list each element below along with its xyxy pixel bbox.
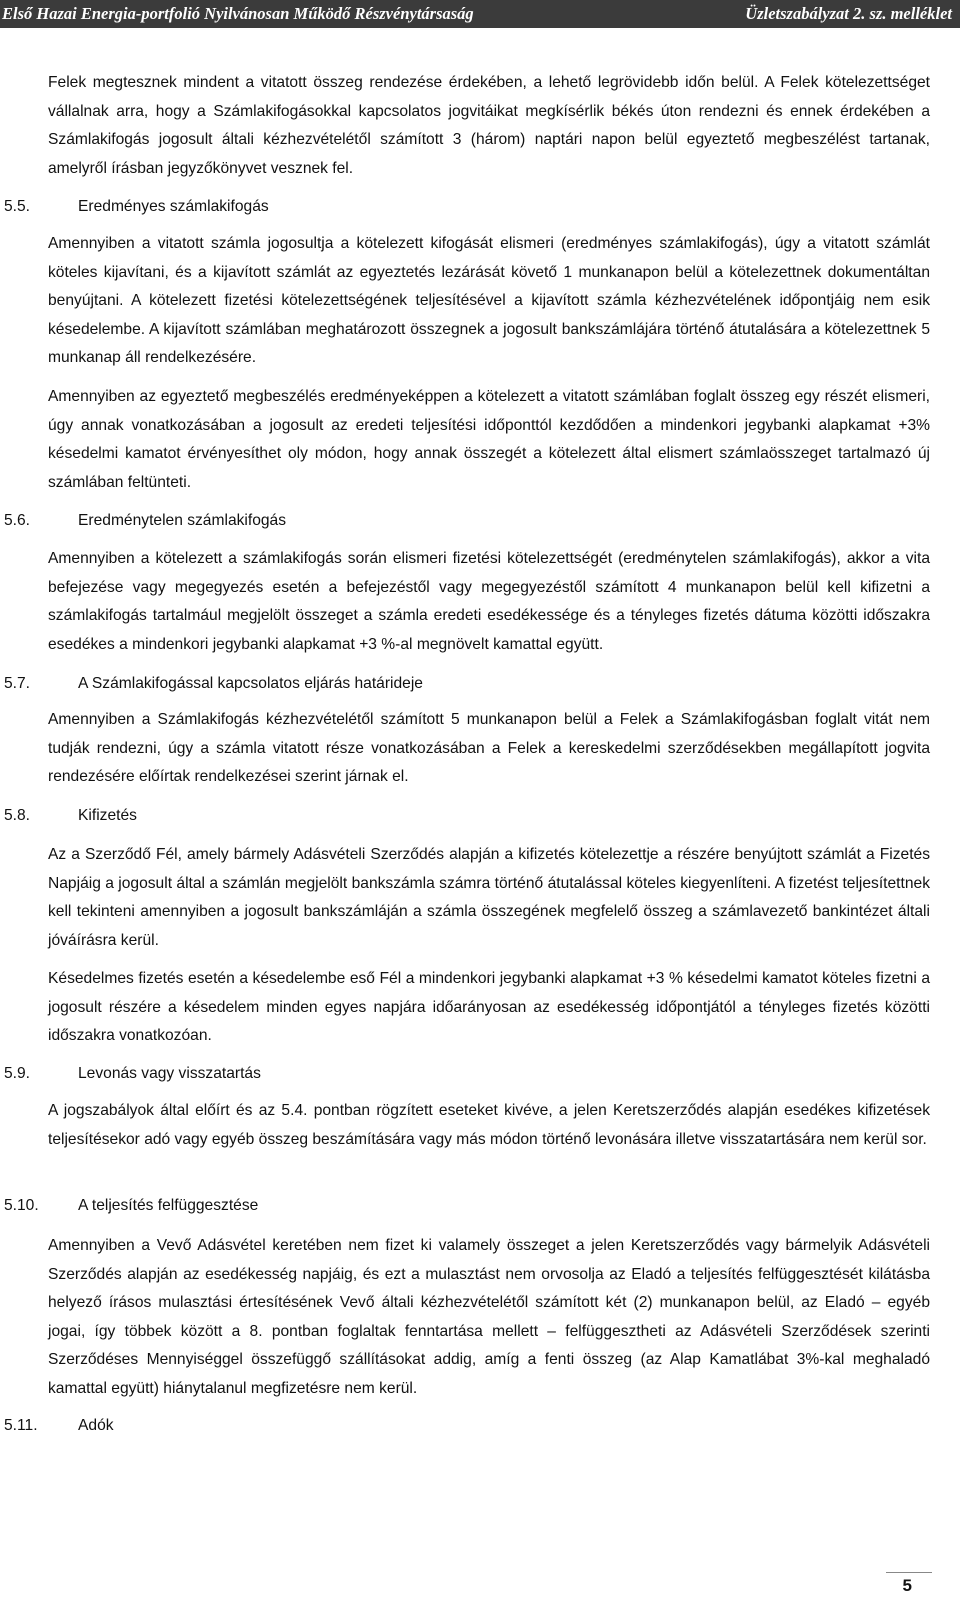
section-title: Adók bbox=[78, 1417, 114, 1434]
section-title: A Számlakifogással kapcsolatos eljárás határideje bbox=[78, 675, 423, 692]
section-title: Kifizetés bbox=[78, 807, 137, 824]
paragraph-5-10-1: Amennyiben a Vevő Adásvétel keretében nem fizet ki valamely összeget a jelen Keretszerződés vagy bármelyik Adásvételi Szerződés alapján az esedékesség napjáig, és ezt a mulasztást nem orvosolja az Eladó a teljesítés felfüggesztését kilátásba helyező írásos mulasztási értesítésének Vevő általi kézhezvételétől számított két (2) munkanapon belül, az Eladó – egyéb jogai, így többek között a 8. pontban foglaltak fenntartása mellett – felfüggesztheti az Adásvételi Szerződések szerinti Szerződéses Mennyiséggel összefüggő szállításokat addig, amíg a fenti összeg (az Alap Kamatlábat 3%-kal meghaladó kamattal együtt) hiánytalanul megfizetésre nem kerül. bbox=[48, 1237, 930, 1397]
footer-rule bbox=[886, 1572, 932, 1573]
intro-paragraph: Felek megtesznek mindent a vitatott összeg rendezése érdekében, a lehető legrövidebb időn belül. A Felek kötelezettséget vállalnak arra, hogy a Számlakifogásokkal kapcsolatos jogvitáikat megkísérlik békés úton rendezni és ennek érdekében a Számlakifogás jogosult általi kézhezvételétől számított 3 (három) naptári napon belül egyeztető megbeszélést tartanak, amelyről írásban jegyzőkönyvet vesznek fel. bbox=[48, 74, 930, 177]
section-heading-5-10 bbox=[4, 1192, 258, 1220]
paragraph-5-7-1: Amennyiben a Számlakifogás kézhezvételétől számított 5 munkanapon belül a Felek a Számlakifogásban foglalt vitát nem tudják rendezni, úgy a számla vitatott része vonatkozásában a Felek a kereskedelmi szerződésekben megállapított jogvita rendezésére előírtak rendelkezései szerint járnak el. bbox=[48, 711, 930, 785]
paragraph-5-8-1: Az a Szerződő Fél, amely bármely Adásvételi Szerződés alapján a kifizetés kötelezettje a részére benyújtott számlát a Fizetés Napjáig a jogosult által a számlán megjelölt bankszámla számra történő átutalással köteles kiegyenlíteni. A fizetést teljesítettnek kell tekinteni amennyiben a jogosult bankszámláján a számla összegének megfelelő összeg a számlavezető bankintézet általi jóváírásra kerül. bbox=[48, 846, 930, 949]
paragraph-5-9-1: A jogszabályok által előírt és az 5.4. pontban rögzített eseteket kivéve, a jelen Keretszerződés alapján esedékes kifizetések teljesítésekor adó vagy egyéb összeg beszámítására vagy más módon történő levonására illetve visszatartására nem kerül sor. bbox=[48, 1102, 930, 1148]
section-number: 5.11. bbox=[4, 1417, 38, 1434]
section-number: 5.7. bbox=[4, 675, 31, 692]
section-heading-5-5 bbox=[4, 193, 269, 221]
section-number: 5.5. bbox=[4, 198, 31, 215]
paragraph-5-5-2: Amennyiben az egyeztető megbeszélés eredményeképpen a kötelezett a vitatott számlában foglalt összeg egy részét elismeri, úgy annak vonatkozásában a jogosult az eredeti teljesítési időponttól kezdődően a mindenkori jegybanki alapkamat +3% késedelmi kamatot érvényesíthet oly módon, hogy annak összegét a kötelezett által elismert számlaösszeget tartalmazó új számlában feltünteti. bbox=[48, 388, 930, 491]
document-reference: Üzletszabályzat 2. sz. melléklet bbox=[745, 4, 952, 23]
page-number: 5 bbox=[902, 1576, 912, 1595]
section-title: A teljesítés felfüggesztése bbox=[78, 1197, 259, 1214]
section-number: 5.8. bbox=[4, 807, 31, 824]
section-number: 5.10. bbox=[4, 1197, 39, 1214]
section-heading-5-9 bbox=[4, 1060, 261, 1088]
paragraph-5-8-2: Késedelmes fizetés esetén a késedelembe eső Fél a mindenkori jegybanki alapkamat +3 % késedelmi kamatot köteles fizetni a jogosult részére a késedelem minden egyes napjára időarányosan az esedékesség időpontjától a tényleges fizetés közötti időszakra vonatkozóan. bbox=[48, 970, 930, 1044]
section-heading-5-6 bbox=[4, 507, 286, 535]
section-heading-5-7 bbox=[4, 670, 423, 698]
section-number: 5.6. bbox=[4, 512, 31, 529]
section-heading-5-8 bbox=[4, 802, 137, 830]
section-heading-5-11 bbox=[4, 1412, 114, 1440]
section-title: Levonás vagy visszatartás bbox=[78, 1065, 261, 1082]
section-number: 5.9. bbox=[4, 1065, 31, 1082]
paragraph-5-5-1: Amennyiben a vitatott számla jogosultja a kötelezett kifogását elismeri (eredményes számlakifogás), úgy a vitatott számlát köteles kijavítani, és a kijavított számlát az egyeztetés lezárását követő 1 munkanapon belül a kötelezettnek dokumentáltan benyújtani. A kötelezett fizetési kötelezettségének teljesítésével a kijavított számla kézhezvételének időpontjáig nem esik késedelembe. A kijavított számlában meghatározott összegnek a jogosult bankszámlájára történő átutalására a kötelezettnek 5 munkanap áll rendelkezésére. bbox=[48, 235, 930, 366]
section-title: Eredményes számlakifogás bbox=[78, 198, 269, 215]
company-name: Első Hazai Energia-portfolió Nyilvánosan Működő Részvénytársaság bbox=[2, 4, 474, 23]
section-title: Eredménytelen számlakifogás bbox=[78, 512, 287, 529]
paragraph-5-6-1: Amennyiben a kötelezett a számlakifogás során elismeri fizetési kötelezettségét (eredménytelen számlakifogás), akkor a vita befejezése vagy megegyezés esetén a befejezéstől vagy megegyezéstől számított 4 munkanapon belül kell kifizetni a számlakifogás tartalmául megjelölt összeget a számla eredeti esedékessége és a tényleges fizetés dátuma közötti időszakra esedékes a mindenkori jegybanki alapkamat +3 %-al megnövelt kamattal együtt. bbox=[48, 550, 930, 653]
